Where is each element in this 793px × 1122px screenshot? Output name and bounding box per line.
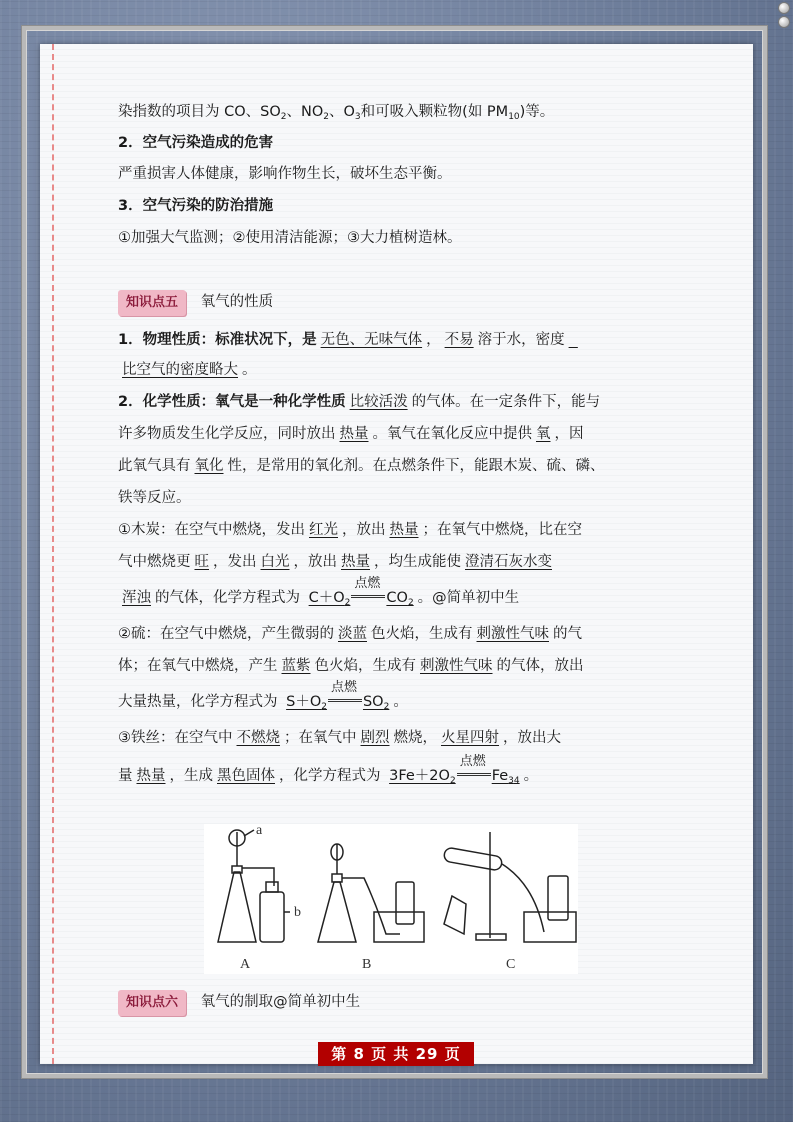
knowledge-point-heading: [118, 290, 273, 316]
knowledge-point-title: 氧气的性质: [200, 294, 274, 310]
text-line: ②硫：在空气中燃烧，产生微弱的 淡蓝 色火焰，生成有 刺激性气味 的气: [118, 626, 582, 642]
text-line: 体；在氧气中燃烧，产生 蓝紫 色火焰，生成有 刺激性气味 的气体，放出: [118, 658, 584, 674]
knowledge-point-badge: 知识点五: [118, 290, 186, 316]
knowledge-point-title: 氧气的制取@简单初中生: [200, 994, 361, 1010]
text-line: 许多物质发生化学反应，同时放出 热量 。氧气在氧化反应中提供 氧 ，因: [118, 426, 584, 442]
text-line: 铁等反应。: [118, 490, 191, 506]
text-line: 2．化学性质：氧气是一种化学性质 比较活泼 的气体。在一定条件下，能与: [118, 394, 601, 410]
label-b: b: [294, 905, 301, 920]
text-line: 大量热量，化学方程式为 $S+O_2$ 点燃 $SO_2$ 。: [118, 692, 408, 717]
corner-pin: [778, 2, 790, 14]
text-line: ①木炭：在空气中燃烧，发出 红光 ，放出 热量 ；在氧气中燃烧，比在空: [118, 522, 582, 538]
margin-line: [52, 44, 54, 1064]
text-line: 量 热量 ，生成 黑色固体 ，化学方程式为 $3Fe+2O_2$ 点燃 $Fe_{34}$ 。: [118, 766, 538, 791]
text-line: ①加强大气监测；②使用清洁能源；③大力植树造林。: [118, 230, 462, 246]
text-line: 1．物理性质：标准状况下，是 无色、无味气体 ， 不易 溶于水，密度: [118, 332, 565, 348]
caption-c: C: [506, 957, 516, 972]
knowledge-point-badge: 知识点六: [118, 990, 186, 1016]
section-heading: 2．空气污染造成的危害: [118, 135, 274, 151]
label-a: a: [256, 824, 263, 838]
text-line: 严重损害人体健康，影响作物生长，破坏生态平衡。: [118, 166, 452, 182]
text-line: ③铁丝：在空气中 不燃烧 ；在氧气中 剧烈 燃烧， 火星四射 ，放出大: [118, 730, 561, 746]
chemical-equation: $3Fe+2O_2$ 点燃 $Fe_{34}$: [389, 754, 520, 786]
apparatus-diagram: [204, 824, 578, 974]
section-heading: 3．空气污染的防治措施: [118, 198, 274, 214]
text-line: 染指数的项目为 CO、$SO_2$、$NO_2$、$O_3$和可吸入颗粒物(如 $PM_{10}$)等。: [118, 104, 555, 122]
text-line: 气中燃烧更 旺 ，发出 白光 ，放出 热量 ，均生成能使 澄清石灰水变: [118, 554, 552, 570]
caption-b: B: [362, 957, 372, 972]
apparatus-figure: [204, 824, 578, 974]
caption-a: A: [240, 957, 251, 972]
corner-pin: [778, 16, 790, 28]
text-line: 此氧气具有 氧化 性，是常用的氧化剂。在点燃条件下，能跟木炭、硫、磷、: [118, 458, 605, 474]
chemical-equation: $C+O_2$ 点燃 $CO_2$: [308, 576, 414, 608]
text-line: 浑浊 的气体，化学方程式为 $C+O_2$ 点燃 $CO_2$ 。@简单初中生: [118, 588, 519, 613]
text-line: 比空气的密度略大 。: [122, 362, 257, 378]
chemical-equation: $S+O_2$ 点燃 $SO_2$: [286, 680, 390, 712]
knowledge-point-heading: [118, 990, 360, 1016]
page-number: 第 8 页 共 29 页: [318, 1042, 474, 1066]
